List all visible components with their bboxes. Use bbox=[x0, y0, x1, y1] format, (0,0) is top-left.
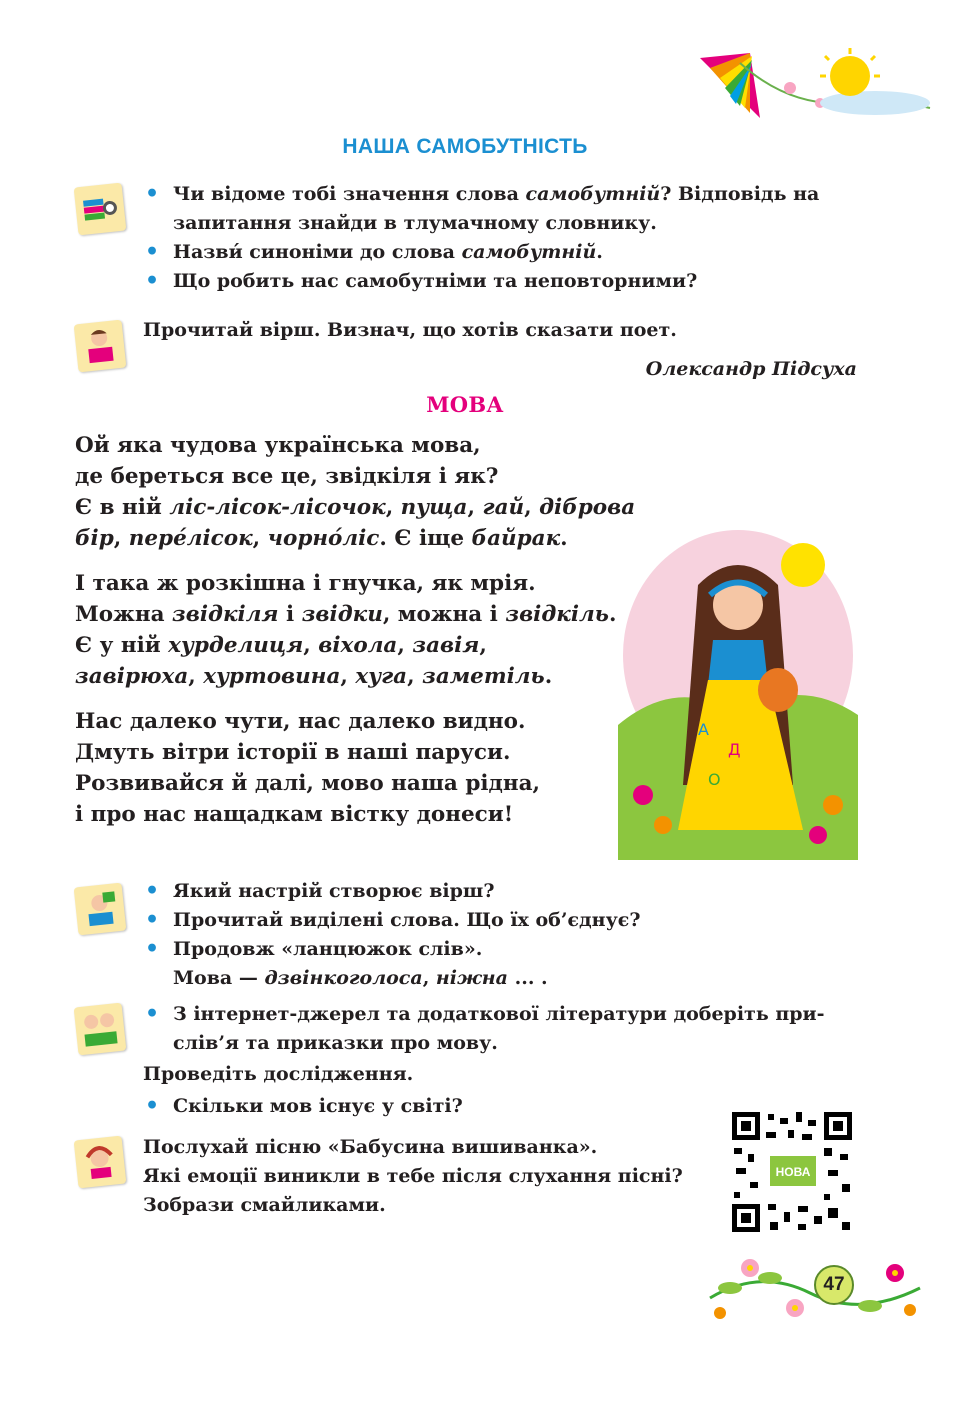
thinking-child-icon bbox=[74, 883, 127, 936]
books-icon bbox=[74, 183, 127, 236]
list-item: • Який настрій створює вірш? bbox=[143, 877, 863, 906]
list-item: • Продовж «ланцюжок слів». Мова — дзвінкоголоса, ніжна ... . bbox=[143, 935, 863, 993]
list-item: • Назви́ синоніми до слова самобутній. bbox=[143, 238, 863, 267]
qr-code[interactable] bbox=[728, 1108, 856, 1236]
task-read: Прочитай вірш. Визнач, що хотів сказати поет. bbox=[143, 319, 677, 341]
svg-text:О: О bbox=[708, 770, 721, 789]
svg-text:А: А bbox=[698, 720, 709, 739]
listening-child-icon bbox=[74, 1136, 127, 1189]
list-item: • Що робить нас самобутніми та неповторними? bbox=[143, 267, 863, 296]
stanza-2: І така ж розкішна і гнучка, як мрія. Можна звідкіля і звідки, можна і звідкіль. Є у ній хурделиця, віхола, завія, завірюха, хуртовина, хуга, заметіль. bbox=[75, 571, 617, 689]
section-title: НАША САМОБУТНІСТЬ bbox=[342, 135, 588, 158]
questions-list-3 bbox=[143, 1000, 863, 1058]
questions-list-2 bbox=[143, 877, 863, 993]
poem-title: МОВА bbox=[426, 392, 504, 417]
page-number: 47 bbox=[814, 1265, 854, 1305]
stanza-1: Ой яка чудова українська мова, де береться все це, звідкіля і як? Є в ній ліс-лісок-лісочок, пуща, гай, діброва бір, пере́лісок, чорно́ліс. Є іще байрак. bbox=[75, 433, 636, 551]
svg-text:Д: Д bbox=[728, 740, 741, 759]
list-item: • Скільки мов існує у світі? bbox=[143, 1092, 703, 1121]
research-task: Проведіть дослідження. bbox=[143, 1063, 414, 1085]
poem-author: Олександр Підсуха bbox=[645, 358, 857, 380]
listen-task: Послухай пісню «Бабусина вишиванка». Які емоції виникли в тебе після слухання пісні? Зобрази смайликами. bbox=[143, 1136, 683, 1216]
list-item: • Прочитай виділені слова. Що їх об’єднує? bbox=[143, 906, 863, 935]
list-item: • З інтернет-джерел та додаткової літератури доберіть при- слів’я та приказки про мову. bbox=[143, 1000, 863, 1058]
list-item: • Чи відоме тобі значення слова самобутній? Відповідь на запитання знайди в тлумачному словнику. bbox=[143, 180, 863, 238]
reading-child-icon bbox=[74, 320, 127, 373]
questions-list-1 bbox=[143, 180, 863, 296]
girl-illustration bbox=[618, 525, 858, 860]
qr-logo: НОВА bbox=[775, 1165, 811, 1179]
kite-sun-decoration bbox=[690, 48, 950, 138]
questions-list-4 bbox=[143, 1092, 703, 1121]
children-reading-icon bbox=[74, 1003, 127, 1056]
poem bbox=[75, 430, 675, 844]
stanza-3: Нас далеко чути, нас далеко видно. Дмуть вітри історії в наші паруси. Розвивайся й далі, мово наша рідна, і про нас нащадкам вістку донеси! bbox=[75, 709, 541, 827]
